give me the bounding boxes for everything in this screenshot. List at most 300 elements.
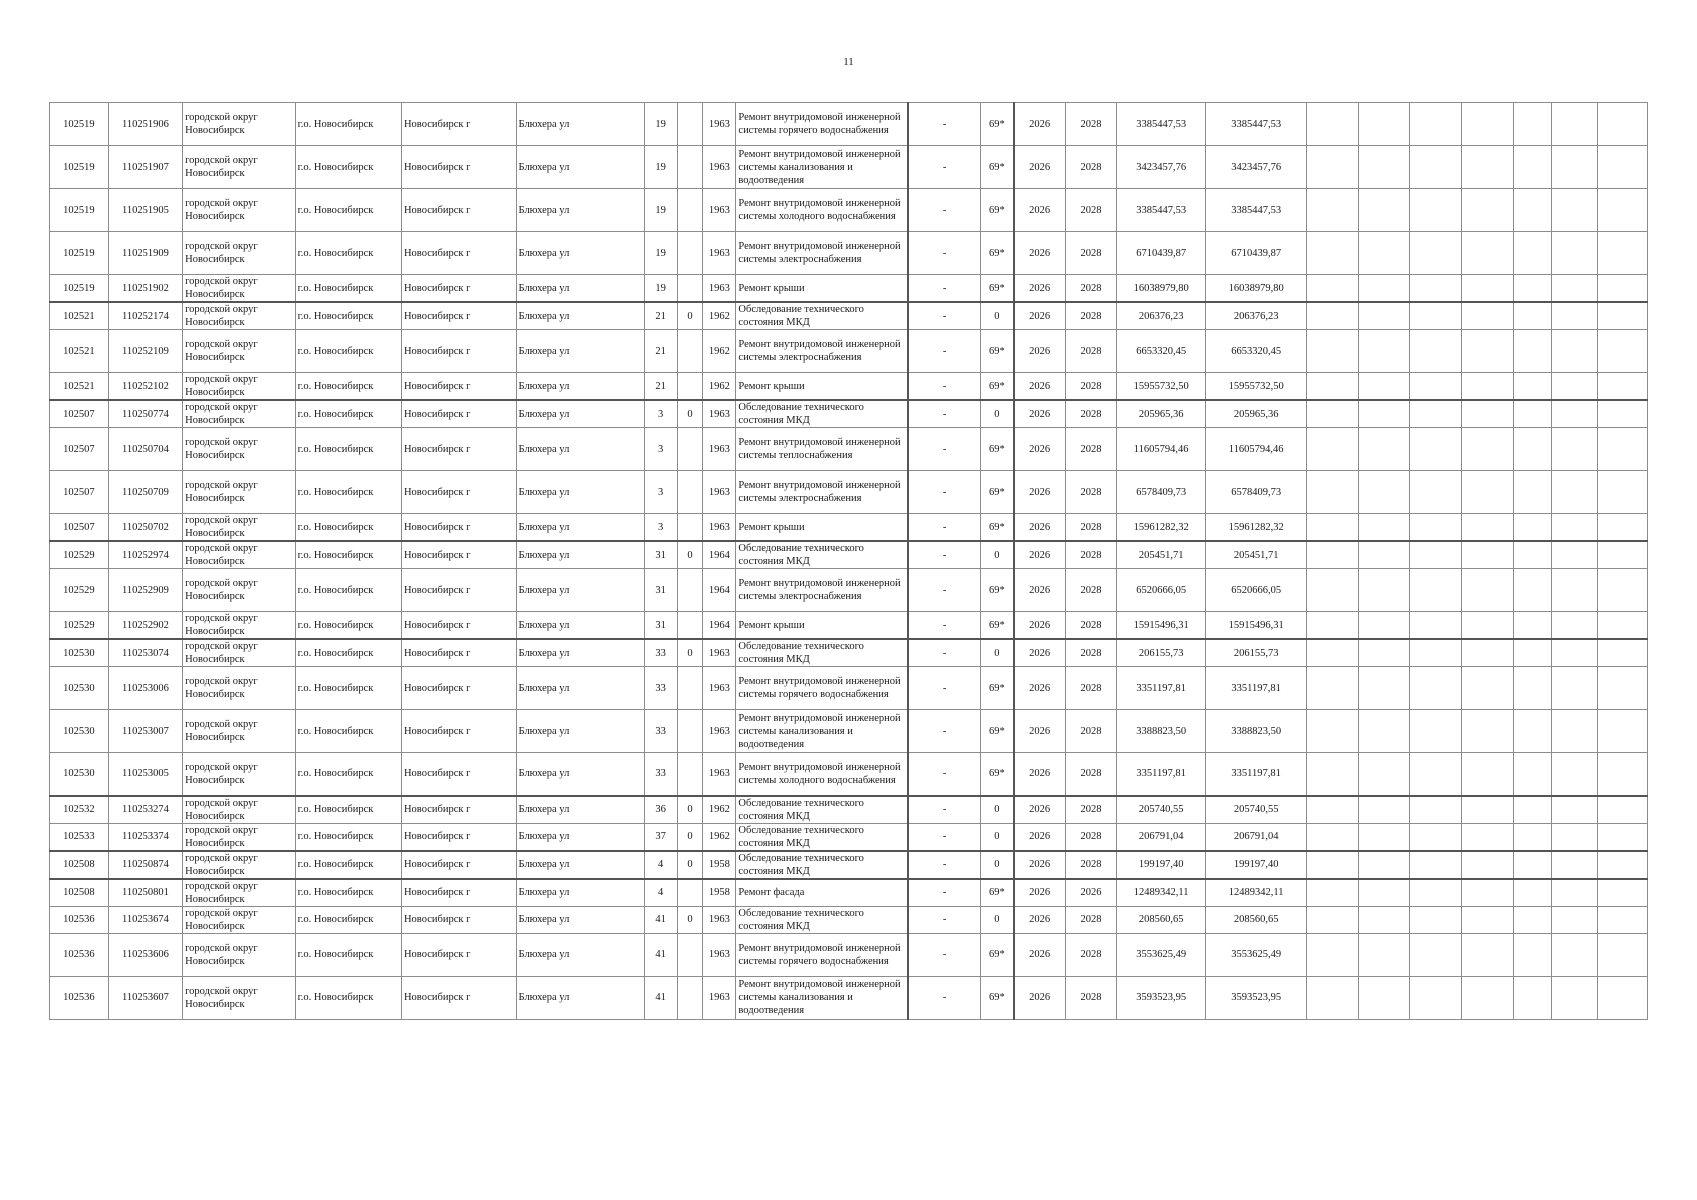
cell-year: 1964	[703, 569, 736, 612]
cell-empty	[1513, 189, 1551, 232]
cell-work-type: Ремонт фасада	[736, 879, 908, 907]
cell-empty	[1551, 823, 1597, 851]
cell-code69: 69*	[981, 710, 1014, 753]
cell-settlement: г.о. Новосибирск	[295, 471, 401, 514]
cell-year-from: 2026	[1014, 639, 1066, 667]
cell-municipality: городской округ Новосибирск	[183, 330, 296, 373]
cell-house: 3	[644, 400, 677, 428]
cell-empty	[1462, 710, 1514, 753]
cell-empty	[1598, 373, 1648, 401]
table-row	[50, 710, 1648, 753]
cell-empty	[1598, 428, 1648, 471]
cell-empty	[1358, 428, 1410, 471]
cell-building	[677, 330, 703, 373]
table-row	[50, 275, 1648, 303]
cell-cost2: 3553625,49	[1206, 933, 1307, 976]
cell-code69: 69*	[981, 232, 1014, 275]
cell-empty	[1513, 612, 1551, 640]
cell-empty	[1358, 796, 1410, 824]
cell-empty	[1410, 373, 1462, 401]
cell-empty	[1307, 879, 1359, 907]
cell-empty	[1307, 710, 1359, 753]
cell-cost1: 205451,71	[1117, 541, 1206, 569]
cell-year-from: 2026	[1014, 879, 1066, 907]
cell-work-type: Обследование технического состояния МКД	[736, 906, 908, 933]
cell-empty	[1358, 330, 1410, 373]
cell-house: 41	[644, 976, 677, 1019]
cell-code: 110251909	[108, 232, 182, 275]
cell-cost1: 3593523,95	[1117, 976, 1206, 1019]
cell-building	[677, 710, 703, 753]
cell-cost1: 206155,73	[1117, 639, 1206, 667]
cell-id: 102508	[50, 851, 109, 879]
cell-empty	[1462, 146, 1514, 189]
table-row	[50, 428, 1648, 471]
cell-street: Блюхера ул	[516, 710, 644, 753]
cell-locality: Новосибирск г	[401, 275, 516, 303]
cell-code69: 69*	[981, 753, 1014, 796]
cell-empty	[1513, 823, 1551, 851]
cell-cost2: 206155,73	[1206, 639, 1307, 667]
cell-empty	[1307, 569, 1359, 612]
cell-year-to: 2028	[1065, 302, 1117, 330]
cell-code69: 0	[981, 541, 1014, 569]
cell-work-type: Ремонт крыши	[736, 514, 908, 542]
cell-work-type: Ремонт внутридомовой инженерной системы холодного водоснабжения	[736, 189, 908, 232]
cell-cost1: 208560,65	[1117, 906, 1206, 933]
cell-municipality: городской округ Новосибирск	[183, 541, 296, 569]
cell-empty	[1551, 612, 1597, 640]
cell-year-to: 2028	[1065, 103, 1117, 146]
cell-year: 1963	[703, 906, 736, 933]
cell-empty	[1598, 400, 1648, 428]
cell-sign: -	[908, 710, 980, 753]
cell-empty	[1598, 189, 1648, 232]
cell-empty	[1358, 933, 1410, 976]
cell-house: 37	[644, 823, 677, 851]
cell-year-from: 2026	[1014, 753, 1066, 796]
cell-sign: -	[908, 796, 980, 824]
cell-empty	[1307, 514, 1359, 542]
cell-year-from: 2026	[1014, 906, 1066, 933]
cell-year-to: 2028	[1065, 232, 1117, 275]
cell-empty	[1410, 103, 1462, 146]
cell-municipality: городской округ Новосибирск	[183, 906, 296, 933]
cell-empty	[1462, 541, 1514, 569]
cell-year-from: 2026	[1014, 851, 1066, 879]
cell-year-from: 2026	[1014, 976, 1066, 1019]
cell-empty	[1307, 823, 1359, 851]
cell-work-type: Ремонт внутридомовой инженерной системы теплоснабжения	[736, 428, 908, 471]
cell-cost2: 15961282,32	[1206, 514, 1307, 542]
cell-code69: 0	[981, 796, 1014, 824]
cell-settlement: г.о. Новосибирск	[295, 879, 401, 907]
cell-empty	[1598, 569, 1648, 612]
cell-municipality: городской округ Новосибирск	[183, 189, 296, 232]
cell-cost2: 206376,23	[1206, 302, 1307, 330]
cell-empty	[1410, 471, 1462, 514]
cell-empty	[1513, 471, 1551, 514]
cell-year-from: 2026	[1014, 823, 1066, 851]
cell-municipality: городской округ Новосибирск	[183, 639, 296, 667]
cell-cost2: 12489342,11	[1206, 879, 1307, 907]
cell-year-from: 2026	[1014, 541, 1066, 569]
cell-code69: 69*	[981, 146, 1014, 189]
cell-municipality: городской округ Новосибирск	[183, 373, 296, 401]
cell-sign: -	[908, 275, 980, 303]
cell-empty	[1462, 796, 1514, 824]
cell-locality: Новосибирск г	[401, 373, 516, 401]
cell-empty	[1462, 275, 1514, 303]
cell-cost1: 3385447,53	[1117, 103, 1206, 146]
cell-sign: -	[908, 933, 980, 976]
cell-sign: -	[908, 569, 980, 612]
cell-empty	[1358, 232, 1410, 275]
cell-locality: Новосибирск г	[401, 851, 516, 879]
cell-code69: 69*	[981, 933, 1014, 976]
cell-house: 4	[644, 879, 677, 907]
cell-municipality: городской округ Новосибирск	[183, 428, 296, 471]
cell-settlement: г.о. Новосибирск	[295, 275, 401, 303]
cell-street: Блюхера ул	[516, 514, 644, 542]
cell-cost1: 16038979,80	[1117, 275, 1206, 303]
cell-work-type: Ремонт внутридомовой инженерной системы электроснабжения	[736, 569, 908, 612]
cell-empty	[1410, 906, 1462, 933]
cell-empty	[1307, 428, 1359, 471]
cell-cost2: 15915496,31	[1206, 612, 1307, 640]
cell-building: 0	[677, 851, 703, 879]
cell-code: 110251905	[108, 189, 182, 232]
cell-locality: Новосибирск г	[401, 330, 516, 373]
cell-empty	[1462, 823, 1514, 851]
cell-house: 31	[644, 541, 677, 569]
cell-year-to: 2028	[1065, 753, 1117, 796]
cell-empty	[1462, 302, 1514, 330]
cell-street: Блюхера ул	[516, 823, 644, 851]
cell-work-type: Обследование технического состояния МКД	[736, 823, 908, 851]
cell-work-type: Ремонт внутридомовой инженерной системы канализования и водоотведения	[736, 146, 908, 189]
cell-empty	[1551, 103, 1597, 146]
cell-empty	[1513, 514, 1551, 542]
cell-sign: -	[908, 639, 980, 667]
cell-municipality: городской округ Новосибирск	[183, 879, 296, 907]
cell-empty	[1358, 302, 1410, 330]
cell-code69: 69*	[981, 471, 1014, 514]
cell-empty	[1410, 189, 1462, 232]
cell-id: 102521	[50, 373, 109, 401]
cell-building	[677, 189, 703, 232]
cell-empty	[1598, 302, 1648, 330]
cell-municipality: городской округ Новосибирск	[183, 514, 296, 542]
cell-id: 102530	[50, 667, 109, 710]
cell-code: 110252109	[108, 330, 182, 373]
cell-municipality: городской округ Новосибирск	[183, 710, 296, 753]
cell-locality: Новосибирск г	[401, 823, 516, 851]
cell-year-from: 2026	[1014, 471, 1066, 514]
cell-street: Блюхера ул	[516, 612, 644, 640]
cell-cost2: 3351197,81	[1206, 753, 1307, 796]
cell-sign: -	[908, 373, 980, 401]
cell-id: 102519	[50, 189, 109, 232]
cell-cost1: 3385447,53	[1117, 189, 1206, 232]
cell-building	[677, 146, 703, 189]
cell-year-to: 2028	[1065, 906, 1117, 933]
cell-street: Блюхера ул	[516, 569, 644, 612]
table-row	[50, 189, 1648, 232]
cell-locality: Новосибирск г	[401, 667, 516, 710]
cell-year: 1963	[703, 189, 736, 232]
cell-cost1: 199197,40	[1117, 851, 1206, 879]
cell-building	[677, 612, 703, 640]
cell-empty	[1598, 710, 1648, 753]
cell-empty	[1513, 710, 1551, 753]
cell-cost1: 206791,04	[1117, 823, 1206, 851]
cell-municipality: городской округ Новосибирск	[183, 569, 296, 612]
table-row	[50, 851, 1648, 879]
cell-cost1: 6520666,05	[1117, 569, 1206, 612]
cell-code: 110250874	[108, 851, 182, 879]
cell-empty	[1551, 302, 1597, 330]
cell-empty	[1551, 879, 1597, 907]
cell-empty	[1410, 612, 1462, 640]
cell-empty	[1462, 753, 1514, 796]
cell-empty	[1358, 667, 1410, 710]
cell-empty	[1307, 639, 1359, 667]
cell-empty	[1462, 232, 1514, 275]
cell-building: 0	[677, 823, 703, 851]
cell-code69: 0	[981, 400, 1014, 428]
cell-cost2: 3388823,50	[1206, 710, 1307, 753]
cell-work-type: Обследование технического состояния МКД	[736, 851, 908, 879]
cell-year: 1963	[703, 232, 736, 275]
cell-house: 21	[644, 302, 677, 330]
table-row	[50, 823, 1648, 851]
cell-year-to: 2028	[1065, 569, 1117, 612]
cell-empty	[1410, 933, 1462, 976]
cell-id: 102519	[50, 146, 109, 189]
cell-year: 1958	[703, 879, 736, 907]
table-row	[50, 232, 1648, 275]
cell-empty	[1358, 146, 1410, 189]
cell-empty	[1513, 146, 1551, 189]
cell-empty	[1551, 275, 1597, 303]
cell-code69: 69*	[981, 667, 1014, 710]
cell-year-from: 2026	[1014, 302, 1066, 330]
cell-empty	[1307, 796, 1359, 824]
cell-empty	[1410, 541, 1462, 569]
cell-empty	[1551, 428, 1597, 471]
cell-building	[677, 471, 703, 514]
cell-empty	[1410, 146, 1462, 189]
cell-year-to: 2028	[1065, 514, 1117, 542]
cell-code: 110253374	[108, 823, 182, 851]
table-row	[50, 906, 1648, 933]
cell-code: 110253674	[108, 906, 182, 933]
cell-cost1: 11605794,46	[1117, 428, 1206, 471]
cell-settlement: г.о. Новосибирск	[295, 146, 401, 189]
cell-code69: 69*	[981, 612, 1014, 640]
cell-year: 1964	[703, 541, 736, 569]
cell-year-to: 2028	[1065, 612, 1117, 640]
cell-empty	[1513, 796, 1551, 824]
cell-empty	[1551, 189, 1597, 232]
cell-empty	[1598, 232, 1648, 275]
cell-building	[677, 514, 703, 542]
cell-empty	[1462, 428, 1514, 471]
cell-year-to: 2028	[1065, 189, 1117, 232]
cell-locality: Новосибирск г	[401, 514, 516, 542]
cell-municipality: городской округ Новосибирск	[183, 851, 296, 879]
cell-empty	[1410, 710, 1462, 753]
cell-cost1: 3351197,81	[1117, 667, 1206, 710]
cell-year-from: 2026	[1014, 232, 1066, 275]
cell-locality: Новосибирск г	[401, 639, 516, 667]
cell-empty	[1598, 667, 1648, 710]
cell-house: 33	[644, 639, 677, 667]
cell-empty	[1462, 514, 1514, 542]
cell-street: Блюхера ул	[516, 330, 644, 373]
cell-year-from: 2026	[1014, 933, 1066, 976]
cell-cost1: 12489342,11	[1117, 879, 1206, 907]
cell-id: 102536	[50, 976, 109, 1019]
cell-municipality: городской округ Новосибирск	[183, 302, 296, 330]
cell-empty	[1513, 976, 1551, 1019]
cell-settlement: г.о. Новосибирск	[295, 514, 401, 542]
cell-locality: Новосибирск г	[401, 471, 516, 514]
cell-empty	[1410, 851, 1462, 879]
cell-empty	[1513, 569, 1551, 612]
cell-empty	[1551, 667, 1597, 710]
cell-id: 102529	[50, 612, 109, 640]
table-row	[50, 471, 1648, 514]
cell-municipality: городской округ Новосибирск	[183, 796, 296, 824]
cell-cost1: 3388823,50	[1117, 710, 1206, 753]
cell-settlement: г.о. Новосибирск	[295, 710, 401, 753]
table-row	[50, 639, 1648, 667]
cell-cost1: 6710439,87	[1117, 232, 1206, 275]
register-table	[49, 102, 1648, 1020]
cell-empty	[1358, 541, 1410, 569]
cell-empty	[1307, 667, 1359, 710]
cell-empty	[1598, 851, 1648, 879]
cell-id: 102536	[50, 906, 109, 933]
cell-empty	[1551, 753, 1597, 796]
cell-empty	[1307, 103, 1359, 146]
cell-work-type: Обследование технического состояния МКД	[736, 796, 908, 824]
cell-id: 102519	[50, 232, 109, 275]
cell-locality: Новосибирск г	[401, 710, 516, 753]
cell-code69: 69*	[981, 428, 1014, 471]
cell-street: Блюхера ул	[516, 879, 644, 907]
cell-building: 0	[677, 400, 703, 428]
cell-work-type: Ремонт внутридомовой инженерной системы горячего водоснабжения	[736, 103, 908, 146]
cell-empty	[1513, 879, 1551, 907]
cell-empty	[1358, 906, 1410, 933]
cell-house: 19	[644, 146, 677, 189]
cell-empty	[1551, 639, 1597, 667]
cell-empty	[1462, 933, 1514, 976]
cell-building	[677, 428, 703, 471]
cell-empty	[1513, 232, 1551, 275]
cell-settlement: г.о. Новосибирск	[295, 667, 401, 710]
cell-empty	[1462, 851, 1514, 879]
cell-building	[677, 275, 703, 303]
cell-municipality: городской округ Новосибирск	[183, 232, 296, 275]
cell-locality: Новосибирск г	[401, 232, 516, 275]
cell-year: 1962	[703, 330, 736, 373]
cell-street: Блюхера ул	[516, 103, 644, 146]
cell-year-from: 2026	[1014, 103, 1066, 146]
cell-year-from: 2026	[1014, 612, 1066, 640]
cell-year-to: 2028	[1065, 428, 1117, 471]
cell-house: 31	[644, 612, 677, 640]
cell-empty	[1410, 232, 1462, 275]
cell-cost2: 205740,55	[1206, 796, 1307, 824]
cell-cost1: 3423457,76	[1117, 146, 1206, 189]
cell-empty	[1307, 400, 1359, 428]
cell-empty	[1598, 753, 1648, 796]
cell-street: Блюхера ул	[516, 232, 644, 275]
cell-work-type: Ремонт крыши	[736, 612, 908, 640]
cell-cost2: 205965,36	[1206, 400, 1307, 428]
cell-id: 102530	[50, 639, 109, 667]
cell-empty	[1307, 541, 1359, 569]
cell-settlement: г.о. Новосибирск	[295, 639, 401, 667]
cell-empty	[1462, 373, 1514, 401]
cell-year-from: 2026	[1014, 400, 1066, 428]
cell-sign: -	[908, 879, 980, 907]
cell-year-from: 2026	[1014, 330, 1066, 373]
cell-empty	[1410, 400, 1462, 428]
cell-building: 0	[677, 639, 703, 667]
cell-street: Блюхера ул	[516, 906, 644, 933]
cell-sign: -	[908, 146, 980, 189]
cell-empty	[1513, 275, 1551, 303]
cell-work-type: Обследование технического состояния МКД	[736, 639, 908, 667]
table-row	[50, 302, 1648, 330]
cell-empty	[1307, 232, 1359, 275]
table-row	[50, 103, 1648, 146]
cell-empty	[1410, 667, 1462, 710]
cell-street: Блюхера ул	[516, 189, 644, 232]
cell-year-from: 2026	[1014, 373, 1066, 401]
cell-year-to: 2028	[1065, 796, 1117, 824]
cell-empty	[1358, 400, 1410, 428]
table-row	[50, 667, 1648, 710]
cell-street: Блюхера ул	[516, 933, 644, 976]
cell-work-type: Обследование технического состояния МКД	[736, 302, 908, 330]
table-row	[50, 146, 1648, 189]
cell-id: 102507	[50, 428, 109, 471]
cell-empty	[1410, 330, 1462, 373]
cell-code69: 69*	[981, 373, 1014, 401]
table-row	[50, 569, 1648, 612]
cell-empty	[1307, 302, 1359, 330]
cell-street: Блюхера ул	[516, 851, 644, 879]
cell-cost1: 15961282,32	[1117, 514, 1206, 542]
cell-id: 102533	[50, 823, 109, 851]
cell-empty	[1358, 976, 1410, 1019]
cell-sign: -	[908, 906, 980, 933]
cell-sign: -	[908, 428, 980, 471]
cell-settlement: г.о. Новосибирск	[295, 302, 401, 330]
cell-code: 110253007	[108, 710, 182, 753]
cell-building	[677, 933, 703, 976]
cell-empty	[1358, 851, 1410, 879]
cell-empty	[1307, 976, 1359, 1019]
cell-building: 0	[677, 541, 703, 569]
cell-empty	[1358, 879, 1410, 907]
